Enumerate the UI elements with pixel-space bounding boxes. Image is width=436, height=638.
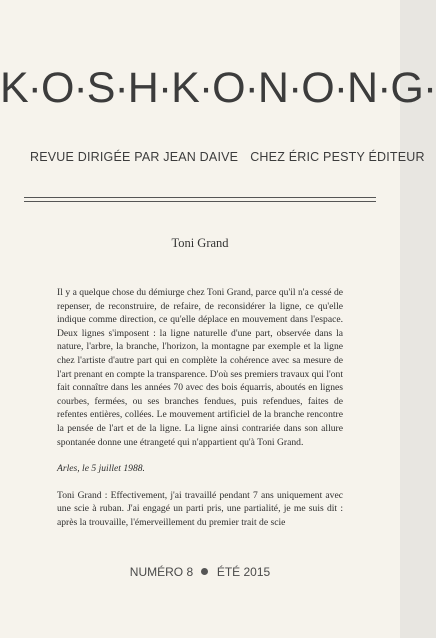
date-line: Arles, le 5 juillet 1988. (57, 463, 145, 475)
subtitle-line (30, 150, 425, 164)
divider-top (24, 197, 376, 198)
author-name: Toni Grand (171, 236, 229, 250)
issue-season: ÉTÉ 2015 (216, 565, 271, 579)
interview-paragraph: Toni Grand : Effectivement, j'ai travaillé pendant 7 ans uniquement avec une scie à ruban. J'ai engagé un parti pris, une partialité, je me suis dit : après la trouvaille, l'émerveillement du premier trait de scie (57, 489, 343, 528)
bullet-separator (201, 568, 208, 575)
divider-bottom (24, 201, 376, 202)
intro-paragraph: Il y a quelque chose du démiurge chez Toni Grand, parce qu'il n'a cessé de repenser, de reconstruire, de refaire, de reconsidérer la ligne, ce qu'elle indique comme direction, ce qu'elle déplace en mouvement dans l'espace. Deux lignes s'imposent : la ligne naturelle d'une part, observée dans la nature, l'arbre, la branche, l'horizon, la montagne par exemple et la ligne chez l'artiste d'autre part qui en complète la cohérence avec sa mesure de l'art prenant en compte la transparence. D'où ses premiers travaux qui l'ont fait connaître dans les années 70 avec des bois équarris, aboutés en lignes courbes, fermées, ou ses branches fendues, puis refendues, faites de refentes entières, collées. Le mouvement artificiel de la branche rencontre la pensée de l'art et de la ligne. La ligne ainsi contrariée dans son allure spontanée donne une étrangeté qui n'appartient qu'à Toni Grand. (57, 287, 343, 448)
editor-credit: REVUE DIRIGÉE PAR JEAN DAIVE (30, 150, 239, 164)
issue-number: NUMÉRO 8 (129, 565, 194, 579)
journal-title: K·O·S·H·K·O·N·O·N·G· (0, 64, 436, 112)
article-excerpt (57, 286, 343, 530)
issue-line (0, 565, 400, 579)
publisher-credit: CHEZ ÉRIC PESTY ÉDITEUR (250, 150, 425, 164)
